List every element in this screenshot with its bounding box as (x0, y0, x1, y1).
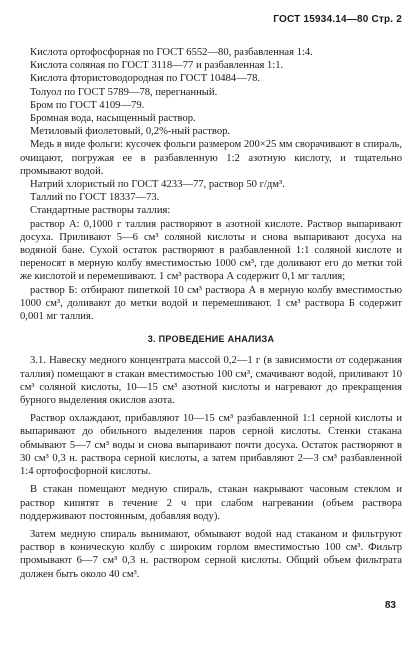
page-number: 83 (384, 600, 396, 611)
reagent-line: Медь в виде фольги: кусочек фольги размером 200×25 мм сворачивают в спираль, очищают, погружая ее в разбавленную 1:2 азотную кислоту, и тщательно промывают водой. (20, 139, 402, 177)
document-body (20, 46, 402, 581)
analysis-paragraph: Затем медную спираль вынимают, обмывают водой над стаканом и фильтруют раствор в коническую колбу с широким горлом вместимостью 100 см³. Фильтр промывают 6—7 см³ 0,3 н. раствором серной кислоты. Общий объем фильтрата должен быть около 40 см³. (20, 528, 402, 580)
standard-solution-a: раствор А: 0,1000 г таллия растворяют в азотной кислоте. Раствор выпаривают досуха. Приливают 5—6 см³ соляной кислоты и снова выпаривают досуха на водяной бане. Сухой остаток растворяют в разбавленной 1:1 соляной кислоте и переносят в мерную колбу вместимостью 1000 см³, где доливают его до метки той же кислотой и перемешивают. 1 см³ раствора А содержит 0,1 мг таллия; (20, 218, 402, 283)
section-title: 3. ПРОВЕДЕНИЕ АНАЛИЗА (147, 334, 275, 345)
reagent-line: Натрий хлористый по ГОСТ 4233—77, раствор 50 г/дм³. (30, 179, 285, 191)
reagent-line: Толуол по ГОСТ 5789—78, перегнанный. (30, 86, 218, 98)
page-header: ГОСТ 15934.14—80 Стр. 2 (273, 14, 402, 25)
reagent-line: Кислота фтористоводородная по ГОСТ 10484—78. (30, 73, 261, 85)
reagent-line: Таллий по ГОСТ 18337—73. (30, 192, 160, 204)
reagent-line: Кислота соляная по ГОСТ 3118—77 и разбавленная 1:1. (30, 60, 284, 72)
reagent-line: Бром по ГОСТ 4109—79. (30, 99, 145, 111)
reagent-line: Метиловый фиолетовый, 0,2%-ный раствор. (30, 126, 231, 138)
reagent-line: Стандартные растворы таллия: (30, 205, 171, 217)
standard-solution-b: раствор Б: отбирают пипеткой 10 см³ раствора А в мерную колбу вместимостью 1000 см³, доливают до метки водой и перемешивают. 1 см³ раствора Б содержит 0,001 мг таллия. (20, 284, 402, 323)
analysis-paragraph: В стакан помещают медную спираль, стакан накрывают часовым стеклом и раствор кипятят в течение 2 ч при слабом нагревании (объем раствора поддерживают постоянным, добавляя воду). (20, 484, 402, 522)
analysis-paragraph: Раствор охлаждают, прибавляют 10—15 см³ разбавленной 1:1 серной кислоты и выпаривают до обильного выделения паров серной кислоты. Стенки стакана обмывают 5—7 см³ воды и снова выпаривают почти досуха. Остаток растворяют в 30 см³ 0,3 н. раствора серной кислоты, а затем прибавляют 2—3 см³ разбавленной 1:4 ортофосфорной кислоты. (20, 413, 402, 478)
reagent-line: Бромная вода, насыщенный раствор. (30, 113, 196, 125)
reagent-line: Кислота ортофосфорная по ГОСТ 6552—80, разбавленная 1:4. (30, 47, 313, 58)
analysis-paragraph: 3.1. Навеску медного концентрата массой 0,2—1 г (в зависимости от содержания таллия) помещают в стакан вместимостью 100 см³, смачивают водой, приливают 10 см³ соляной кислоты, 10—15 см³ азотной кислоты и нагревают до прекращения бурного выделения окислов азота. (20, 355, 402, 407)
